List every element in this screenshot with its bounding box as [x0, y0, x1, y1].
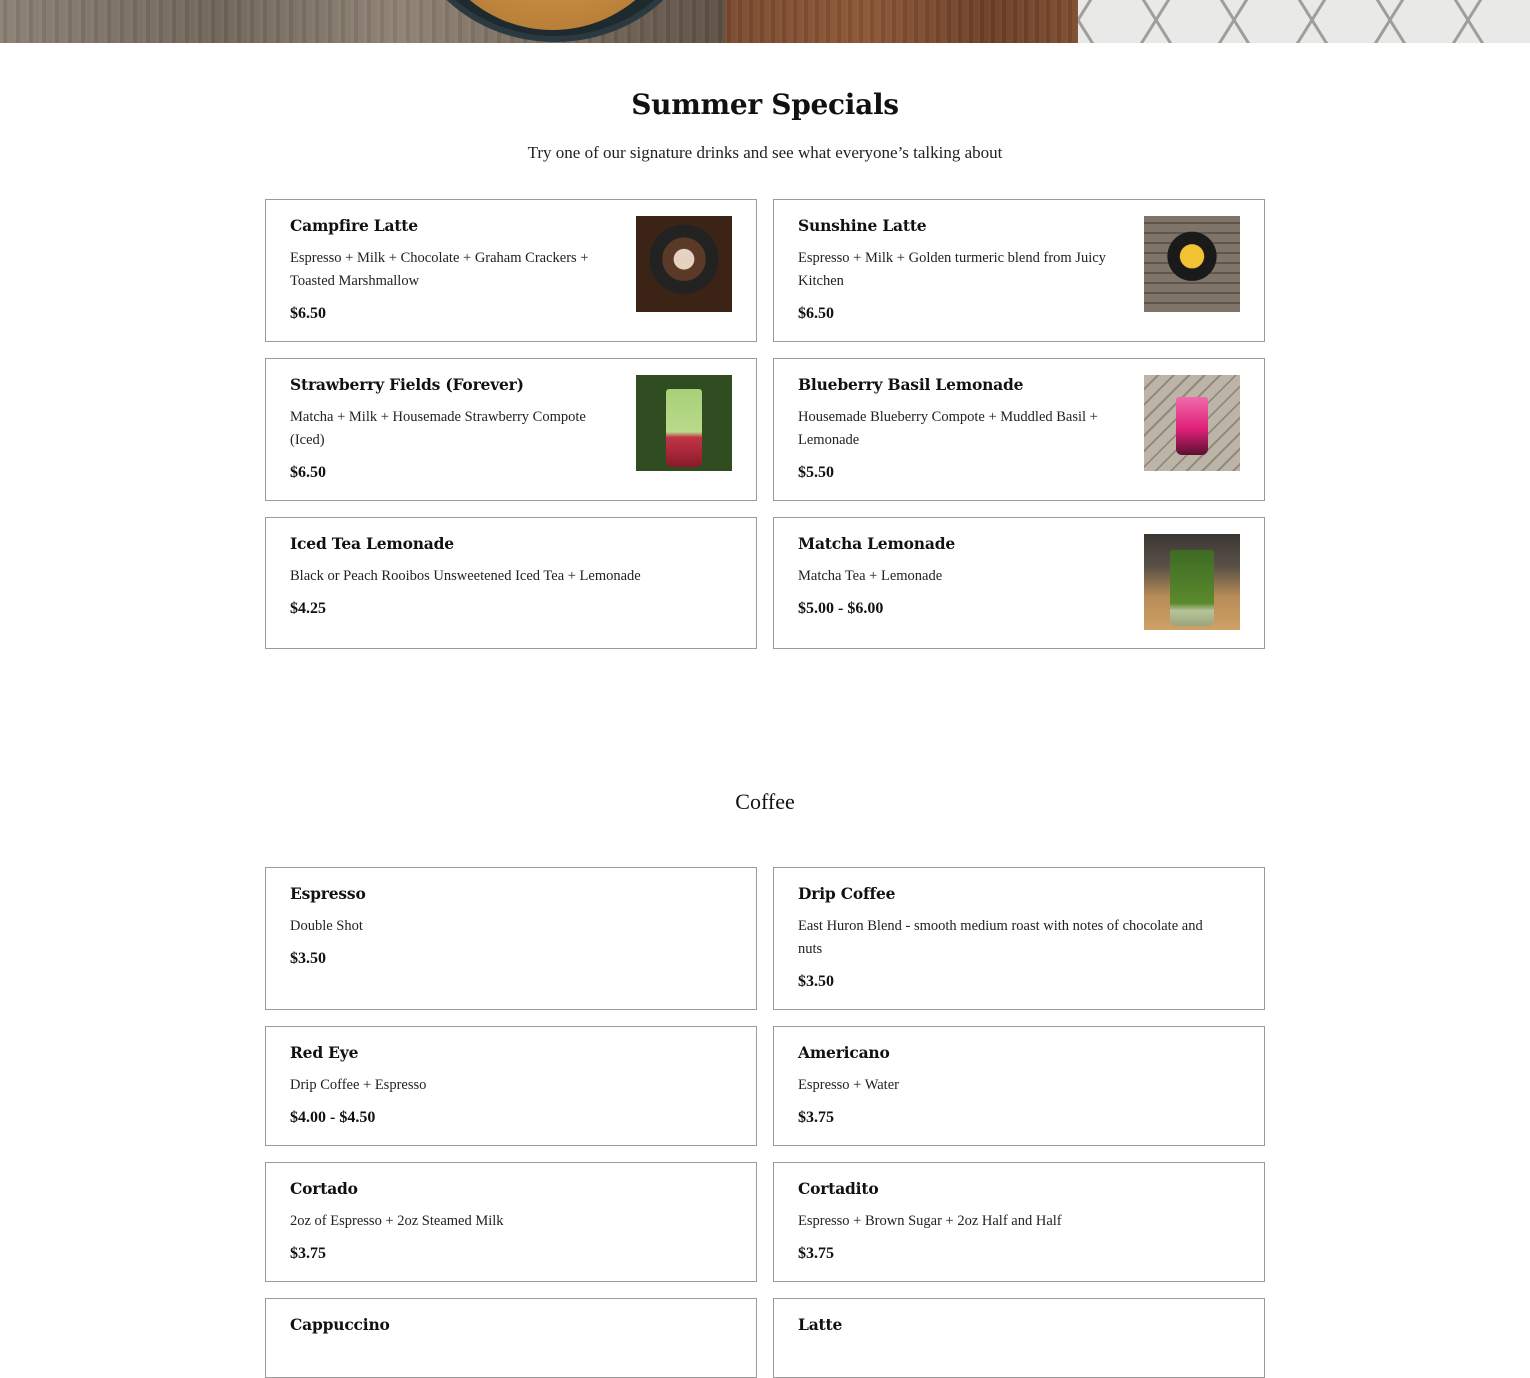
item-price: $4.25	[290, 600, 326, 617]
item-description: Matcha + Milk + Housemade Strawberry Compote (Iced)	[290, 409, 586, 448]
item-name: Red Eye	[290, 1043, 359, 1062]
item-description: Espresso + Milk + Golden turmeric blend from Juicy Kitchen	[798, 250, 1106, 289]
item-name: Espresso	[290, 884, 366, 903]
item-price: $4.00 - $4.50	[290, 1109, 376, 1126]
item-photo	[1144, 375, 1240, 471]
item-photo	[636, 375, 732, 471]
section-subtitle: Try one of our signature drinks and see what everyone’s talking about	[527, 143, 1003, 162]
section-title-summer-specials: Summer Specials	[631, 88, 899, 121]
item-name: Blueberry Basil Lemonade	[798, 375, 1024, 394]
menu-item-cortado[interactable]	[265, 1162, 757, 1282]
item-name: Drip Coffee	[798, 884, 896, 903]
menu-item-latte[interactable]	[773, 1298, 1265, 1378]
drink-glass	[1170, 550, 1214, 626]
item-description: Espresso + Water	[798, 1077, 899, 1093]
menu-item-sunshine-latte[interactable]	[773, 199, 1265, 342]
item-name: Cortado	[290, 1179, 358, 1198]
item-price: $6.50	[290, 305, 326, 322]
item-description: Housemade Blueberry Compote + Muddled Basil + Lemonade	[798, 409, 1098, 448]
menu-item-matcha-lemonade[interactable]	[773, 517, 1265, 649]
item-name: Iced Tea Lemonade	[290, 534, 454, 553]
item-description: 2oz of Espresso + 2oz Steamed Milk	[290, 1213, 504, 1229]
menu-item-blueberry-basil-lemonade[interactable]	[773, 358, 1265, 501]
item-name: Campfire Latte	[290, 216, 418, 235]
item-name: Strawberry Fields (Forever)	[290, 375, 524, 394]
menu-item-americano[interactable]	[773, 1026, 1265, 1146]
item-price: $3.50	[290, 950, 326, 967]
hero-image	[0, 0, 1530, 43]
item-price: $3.75	[290, 1245, 326, 1262]
item-description: Black or Peach Rooibos Unsweetened Iced Tea + Lemonade	[290, 568, 641, 584]
menu-item-cappuccino[interactable]	[265, 1298, 757, 1378]
hero-wood-background-right	[725, 0, 1078, 43]
item-photo	[1144, 534, 1240, 630]
item-description: Drip Coffee + Espresso	[290, 1077, 427, 1093]
item-description: Double Shot	[290, 918, 363, 934]
item-name: Americano	[798, 1043, 890, 1062]
hex-tile-pattern	[1078, 0, 1530, 43]
item-price: $6.50	[798, 305, 834, 322]
hero-tile-background	[1078, 0, 1530, 43]
item-price: $3.75	[798, 1245, 834, 1262]
menu-item-espresso[interactable]	[265, 867, 757, 1010]
item-price: $3.75	[798, 1109, 834, 1126]
item-name: Cappuccino	[290, 1315, 390, 1334]
section-title-coffee: Coffee	[735, 789, 795, 814]
item-price: $3.50	[798, 973, 834, 990]
item-price: $5.50	[798, 464, 834, 481]
drink-glass	[1176, 397, 1208, 455]
item-price: $6.50	[290, 464, 326, 481]
item-name: Matcha Lemonade	[798, 534, 956, 553]
specials-menu-grid	[265, 199, 1265, 649]
item-description: Espresso + Brown Sugar + 2oz Half and Half	[798, 1213, 1062, 1229]
menu-item-red-eye[interactable]	[265, 1026, 757, 1146]
item-description: Espresso + Milk + Chocolate + Graham Crackers + Toasted Marshmallow	[290, 250, 589, 289]
item-description: East Huron Blend - smooth medium roast with notes of chocolate and nuts	[798, 918, 1203, 957]
menu-item-campfire-latte[interactable]	[265, 199, 757, 342]
menu-item-drip-coffee[interactable]	[773, 867, 1265, 1010]
item-description: Matcha Tea + Lemonade	[798, 568, 943, 584]
item-name: Cortadito	[798, 1179, 879, 1198]
menu-item-iced-tea-lemonade[interactable]	[265, 517, 757, 649]
menu-item-cortadito[interactable]	[773, 1162, 1265, 1282]
drink-glass	[666, 389, 702, 467]
item-price: $5.00 - $6.00	[798, 600, 884, 617]
coffee-menu-grid	[265, 867, 1265, 1378]
item-name: Sunshine Latte	[798, 216, 927, 235]
item-photo	[636, 216, 732, 312]
menu-item-strawberry-fields[interactable]	[265, 358, 757, 501]
item-name: Latte	[798, 1315, 843, 1334]
item-photo	[1144, 216, 1240, 312]
